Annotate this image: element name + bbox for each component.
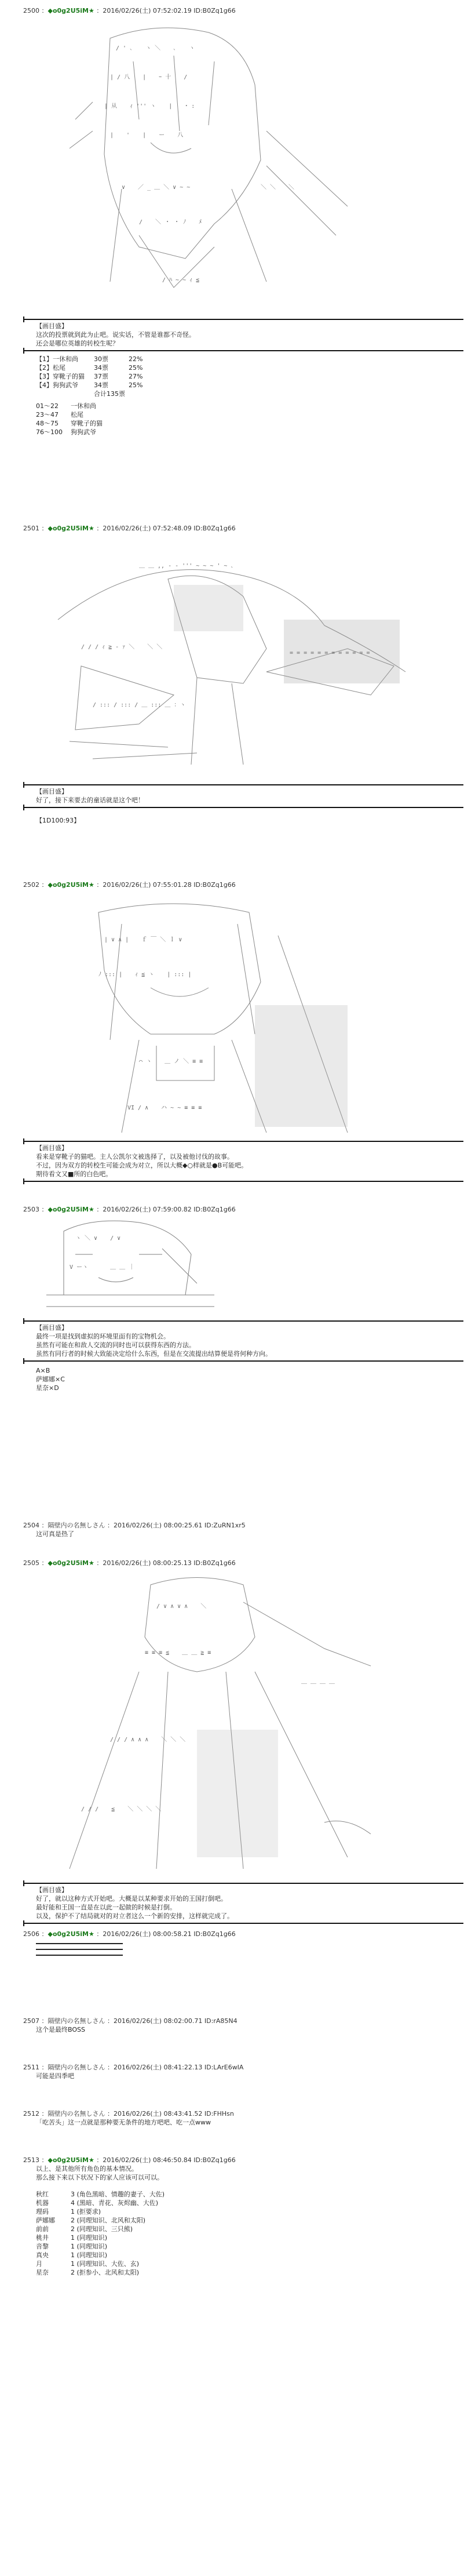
roster-row: 桃井 1 (同理知识): [36, 2234, 108, 2242]
poster-name[interactable]: 隔壁内の名無しさん: [48, 1522, 105, 1529]
post-body: 这个是最终BOSS: [36, 2026, 85, 2033]
divider: [23, 1141, 463, 1142]
svg-text:| ∨ ∧ | ｆ ￣ ＼ ｌ ∨: | ∨ ∧ | ｆ ￣ ＼ ｌ ∨: [104, 937, 182, 943]
poster-id[interactable]: ID:B0Zq1g66: [193, 1206, 236, 1213]
roster-row: 萨娜娜 2 (同理知识、北风和太阳): [36, 2217, 146, 2224]
poster-name[interactable]: ◆o0g2U5iM★: [48, 881, 94, 889]
post-2502: [23, 881, 475, 1184]
post-2504: [23, 1522, 475, 1538]
pair-notes: A×B 萨娜娜×C 星奈×D: [36, 1367, 65, 1392]
speaker-label: 【画目盛】: [36, 1324, 68, 1331]
ascii-art-illustration: [23, 533, 475, 782]
svg-text:＼ ＼ ＼: ＼ ＼ ＼: [261, 184, 295, 191]
post-2506: [23, 1930, 475, 1960]
svg-text:/ / / ∧ ∧ ∧ ＼ ＼ ＼: / / / ∧ ∧ ∧ ＼ ＼ ＼: [110, 1737, 186, 1743]
post-body: 【画目盛】 好了，接下来要去的童话就是这个吧！: [36, 787, 475, 805]
roster-row: 前前 2 (同理知识、三只熊): [36, 2225, 133, 2233]
post-header: 2513 ：◆o0g2U5iM★ ：2016/02/26(土) 08:46:50.84 ID:B0Zq1g66: [23, 2156, 236, 2164]
svg-text:VI / ∧ ハ ~ ~ ≡ ≡ ≡: VI / ∧ ハ ~ ~ ≡ ≡ ≡: [127, 1105, 202, 1111]
divider: [23, 1883, 463, 1884]
post-body: 【画目盛】 这次的投票就到此为止吧。说实话，不管是谁都不奇怪。 还会是哪位英雄的转校生呢？: [36, 322, 475, 348]
blank-lines: [36, 1943, 123, 1956]
post-body: 【画目盛】 看来是穿靴子的猫吧。主人公凯尔文被选择了，以及被他讨伐的故事。 不过，因为双方的转校生可能会成为对立，所以大概◆○样就是●B可能吧。 期待看文又■所的白色吧。: [36, 1144, 475, 1178]
poster-id[interactable]: ID:rA85N4: [204, 2017, 237, 2025]
post-header: 2503 ：◆o0g2U5iM★ ：2016/02/26(土) 07:59:00.82 ID:B0Zq1g66: [23, 1206, 236, 1213]
post-header: 2501 ：◆o0g2U5iM★ ：2016/02/26(土) 07:52:48.09 ID:B0Zq1g66: [23, 525, 236, 532]
poster-name[interactable]: ◆o0g2U5iM★: [48, 525, 94, 532]
divider: [23, 319, 463, 320]
svg-text:ﾉ ::: | ｨ ≦ ヽ | ::: |: ﾉ ::: | ｨ ≦ ヽ | ::: |: [98, 972, 192, 978]
post-header: 2507 ：隔壁内の名無しさん ：2016/02/26(土) 08:02:00.71 ID:rA85N4: [23, 2017, 237, 2025]
post-2507: [23, 2017, 475, 2034]
ascii-art-illustration: [23, 1214, 475, 1318]
svg-text:/ / / ≦ ＼ ＼ ＼ ＼: / / / ≦ ＼ ＼ ＼ ＼: [81, 1806, 162, 1813]
post-header: 2502 ：◆o0g2U5iM★ ：2016/02/26(土) 07:55:01.28 ID:B0Zq1g66: [23, 881, 236, 889]
roster-row: 秋红 3 (角色黑暗、情趣的妻子、大佐): [36, 2191, 165, 2198]
speaker-label: 【画目盛】: [36, 1886, 68, 1894]
post-2503: [23, 1206, 475, 1392]
svg-text:/ ' ､ ヽ ＼ ､ ヽ: / ' ､ ヽ ＼ ､ ヽ: [116, 45, 195, 52]
post-body: 这可真是热了: [36, 1530, 74, 1538]
poster-name[interactable]: 隔壁内の名無しさん: [48, 2064, 105, 2071]
post-2512: [23, 2110, 475, 2127]
dice-result: 【1D100:93】: [36, 817, 81, 824]
svg-text:∨ ／ _ ＿ ＼ ∨ ~ ~: ∨ ／ _ ＿ ＼ ∨ ~ ~: [122, 184, 191, 191]
poster-name[interactable]: ◆o0g2U5iM★: [48, 1206, 94, 1213]
svg-text:= = = = = = = = = = = =: = = = = = = = = = = = =: [290, 650, 370, 656]
post-header: 2511 ：隔壁内の名無しさん ：2016/02/26(土) 08:41:22.13 ID:LArE6wIA: [23, 2064, 244, 2071]
vote-row: 【2】松尾 34票 25%: [36, 364, 143, 372]
divider: [23, 350, 463, 351]
svg-text:ヽ ＼ ∨ / ∨: ヽ ＼ ∨ / ∨: [75, 1235, 121, 1242]
svg-text:/ ::: / ::: / ＿ ::: ＿ ：ヽ: / ::: / ::: / ＿ ::: ＿ ：ヽ: [93, 702, 186, 708]
poster-id[interactable]: ID:FHHsn: [204, 2110, 234, 2117]
poster-name[interactable]: ◆o0g2U5iM★: [48, 1930, 94, 1938]
svg-text:| / 八 | ｰ 十 /: | / 八 | ｰ 十 /: [110, 74, 188, 81]
vote-row: 【1】一休和尚 30票 22%: [36, 355, 143, 363]
svg-text:V ーヽ ＿ ＿ ｜: V ーヽ ＿ ＿ ｜: [70, 1264, 135, 1271]
poster-id[interactable]: ID:B0Zq1g66: [193, 881, 236, 889]
poster-name[interactable]: 隔壁内の名無しさん: [48, 2017, 105, 2025]
roster-row: 理码 1 (拒要求): [36, 2208, 101, 2215]
svg-text:＿ ＿ ＿ ＿: ＿ ＿ ＿ ＿: [301, 1679, 335, 1685]
svg-text:＿ ＿ ,, - ‐ ''' ~ ~ ~ ' ~ ､: ＿ ＿ ,, - ‐ ''' ~ ~ ~ ' ~ ､: [139, 563, 234, 569]
poster-id[interactable]: ID:LArE6wIA: [204, 2064, 244, 2071]
roster-row: 星奈 2 (拒参小、北风和太阳): [36, 2269, 140, 2276]
post-body: 「吃苦头」这一点就是那种要无条件的地方吧吧、吃一点www: [36, 2119, 211, 2126]
poster-id[interactable]: ID:B0Zq1g66: [193, 2156, 236, 2164]
poster-name[interactable]: 隔壁内の名無しさん: [48, 2110, 105, 2117]
post-body: 【画目盛】 好了，就以这种方式开始吧。大概是以某种要求开始的王国打倒吧。 最好能和王国一直是在以此一起做的时候是打倒。 以及，保护不了结局就对的对立者这么一个新的安排，这样就完成了。: [36, 1886, 475, 1920]
post-2500: [23, 7, 475, 436]
svg-text:/ ＼ ・ ・ ﾉ ﾒ: / ＼ ・ ・ ﾉ ﾒ: [139, 219, 202, 225]
poster-name[interactable]: ◆o0g2U5iM★: [48, 1559, 94, 1567]
svg-text:≡ ≡ ≡ ≦ ＿ ＿ ≧ ≡: ≡ ≡ ≡ ≦ ＿ ＿ ≧ ≡: [145, 1650, 211, 1656]
speaker-label: 【画目盛】: [36, 1144, 68, 1152]
svg-text:| 从 ｨ ''' ヽ | ･ :: | 从 ｨ ''' ヽ | ･ :: [104, 103, 195, 110]
vote-total: 合计135票: [94, 390, 125, 398]
poster-id[interactable]: ID:B0Zq1g66: [193, 7, 236, 14]
poster-id[interactable]: ID:B0Zq1g66: [193, 1559, 236, 1567]
post-header: 2505 ：◆o0g2U5iM★ ：2016/02/26(土) 08:00:25.13 ID:B0Zq1g66: [23, 1559, 236, 1567]
poster-id[interactable]: ID:ZuRN1xr5: [204, 1522, 246, 1529]
svg-text:⌒ ヽ ＿ ノ ＼ ≡ ≡: ⌒ ヽ ＿ ノ ＼ ≡ ≡: [139, 1058, 203, 1065]
post-2511: [23, 2064, 475, 2080]
post-body: 【画目盛】 最终一项是找到虚拟的环境里面有的宝物机会。 虽然有可能在和敌人交流的同时也可以获得东西的方法。 虽然有同行者的时候大致能决定给什么东西，但是在交流提出结算便是将何种方向。: [36, 1323, 475, 1358]
post-header: 2500 ：◆o0g2U5iM★ ：2016/02/26(土) 07:52:02.19 ID:B0Zq1g66: [23, 7, 236, 14]
divider: [23, 1360, 463, 1362]
character-roster: [36, 2190, 475, 2277]
roster-row: 音黎 1 (同理知识): [36, 2243, 108, 2250]
divider: [23, 1923, 463, 1924]
speaker-label: 【画目盛】: [36, 322, 68, 330]
roster-row: 月 1 (同理知识、大佐、玄): [36, 2260, 140, 2268]
post-body: 可能是四季吧: [36, 2072, 74, 2080]
svg-text:/ ∨ ∧ ∨ ∧ ＼: / ∨ ∧ ∨ ∧ ＼: [156, 1603, 207, 1610]
roster-row: 真央 1 (同理知识): [36, 2251, 108, 2259]
poster-id[interactable]: ID:B0Zq1g66: [193, 1930, 236, 1938]
ascii-art-illustration: [23, 15, 475, 316]
speaker-label: 【画目盛】: [36, 788, 68, 795]
poster-id[interactable]: ID:B0Zq1g66: [193, 525, 236, 532]
divider: [23, 807, 463, 808]
divider: [23, 1320, 463, 1322]
poster-name[interactable]: ◆o0g2U5iM★: [48, 7, 94, 14]
post-2505: [23, 1559, 475, 1926]
svg-text:/ / / ｨ ≧ ‐ ｧ ＼ ＼ ＼: / / / ｨ ≧ ‐ ｧ ＼ ＼ ＼: [81, 644, 163, 650]
divider: [23, 1181, 463, 1182]
divider: [23, 784, 463, 785]
post-body: 以上、是其他所有角色的基本情况。 那么接下来以下状况下的家人应该可以可以。: [36, 2165, 163, 2181]
roster-row: 机器 4 (黑暗、青花、灰烬幽、大佐): [36, 2199, 159, 2207]
vote-results: [36, 355, 475, 436]
vote-row: 【4】狗狗武爷 34票 25%: [36, 381, 143, 389]
svg-text:| ' | ー 八: | ' | ー 八: [110, 132, 184, 139]
post-header: 2512 ：隔壁内の名無しさん ：2016/02/26(土) 08:43:41.52 ID:FHHsn: [23, 2110, 234, 2117]
svg-text:/ ﾊ ~ ~ ｨ ≦: / ﾊ ~ ~ ｨ ≦: [162, 277, 200, 283]
vote-row: 【3】穿靴子的猫 37票 27%: [36, 373, 143, 380]
post-2501: [23, 525, 475, 825]
ascii-art-illustration: [23, 889, 475, 1138]
dice-ranges: 01～22 一休和尚 23～47 松尾 48～75 穿靴子的猫 76～100 狗狗武爷: [36, 402, 103, 436]
post-2513: [23, 2156, 475, 2277]
poster-name[interactable]: ◆o0g2U5iM★: [48, 2156, 94, 2164]
post-header: 2506 ：◆o0g2U5iM★ ：2016/02/26(土) 08:00:58.21 ID:B0Zq1g66: [23, 1930, 236, 1938]
post-header: 2504 ：隔壁内の名無しさん ：2016/02/26(土) 08:00:25.61 ID:ZuRN1xr5: [23, 1522, 246, 1529]
ascii-art-illustration: [23, 1567, 475, 1880]
